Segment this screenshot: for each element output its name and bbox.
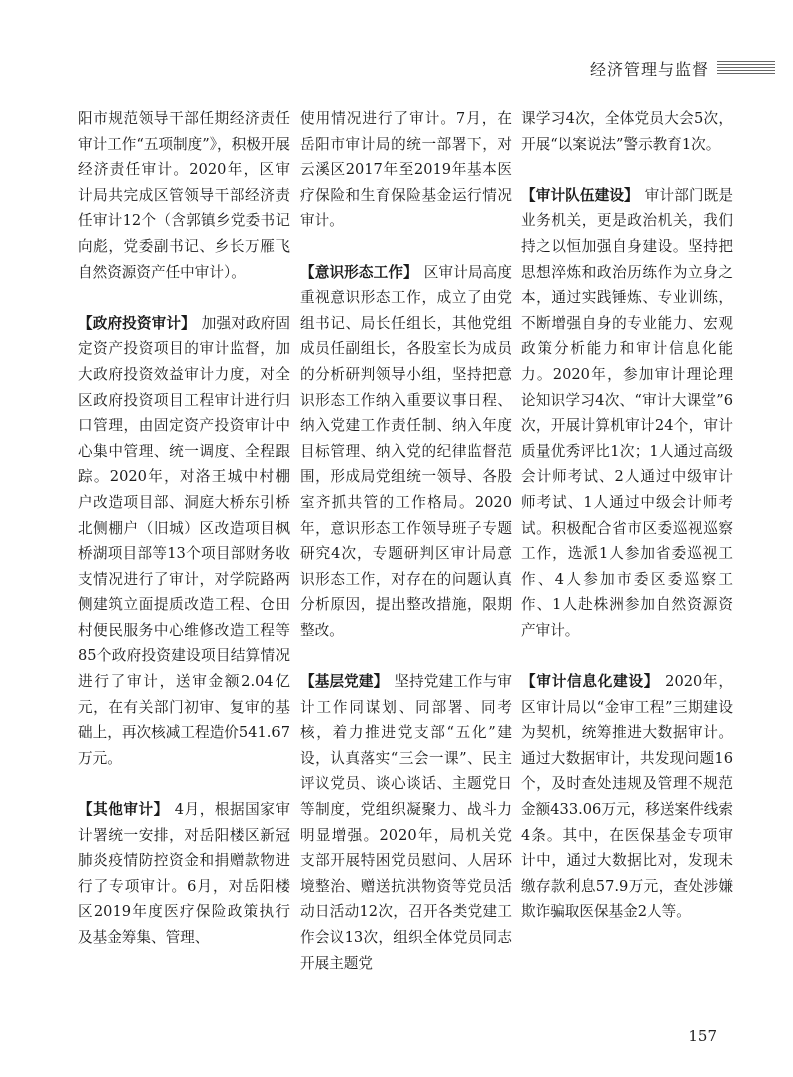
text-column-3 xyxy=(521,106,733,951)
paragraph-text: 审计部门既是业务机关，更是政治机关，我们持之以恒加强自身建设。坚持把思想淬炼和政治历练作为立身之本，通过实践锤炼、专业训练，不断增强自身的专业能力、宏观政策分析能力和审计信息化能力。2020年，参加审计理论理论知识学习4次、“审计大课堂”6次，开展计算机审计24个，审计质量优秀评比1次；1人通过高级会计师考试、2人通过中级审计师考试、1人通过中级会计师考试。积极配合省市区委巡视巡察工作，选派1人参加省委巡视工作、4人参加市委区委巡察工作、1人赴株洲参加自然资源资产审计。 xyxy=(521,186,733,639)
paragraph xyxy=(521,669,733,925)
page-number: 157 xyxy=(688,1027,717,1045)
paragraph xyxy=(78,106,290,285)
section-heading: 【政府投资审计】 xyxy=(78,314,196,332)
paragraph-text: 使用情况进行了审计。7月，在岳阳市审计局的统一部署下，对云溪区2017年至2019年基本医疗保险和生育保险基金运行情况审计。 xyxy=(300,110,512,230)
section-heading: 【审计队伍建设】 xyxy=(521,186,639,204)
section-title: 经济管理与监督 xyxy=(589,60,709,79)
header-decoration-lines xyxy=(717,61,775,75)
paragraph-text: 坚持党建工作与审计工作同谋划、同部署、同考核，着力推进党支部“五化”建设，认真落实“三会一课”、民主评议党员、谈心谈话、主题党日等制度，党组织凝聚力、战斗力明显增强。2020年，局机关党支部开展特困党员慰问、人居环境整治、赠送抗洪物资等党员活动日活动12次，召开各类党建工作会议13次，组织全体党员同志开展主题党 xyxy=(300,673,512,972)
paragraph-text: 2020年，区审计局以“金审工程”三期建设为契机，统筹推进大数据审计。通过大数据审计，共发现问题16个，及时查处违规及管理不规范金额433.06万元，移送案件线索4条。其中，在医保基金专项审计中，通过大数据比对，发现未缴存款利息57.9万元，查处涉嫌欺诈骗取医保基金2人等。 xyxy=(521,673,733,921)
paragraph-text: 4月，根据国家审计署统一安排，对岳阳楼区新冠肺炎疫情防控资金和捐赠款物进行了专项审计。6月，对岳阳楼区2019年度医疗保险政策执行及基金筹集、管理、 xyxy=(78,801,290,946)
paragraph-text: 阳市规范领导干部任期经济责任审计工作“五项制度”》，积极开展经济责任审计。2020年，区审计局共完成区管领导干部经济责任审计12个（含郭镇乡党委书记向彪，党委副书记、乡长万雁飞自然资源资产任中审计）。 xyxy=(78,110,290,281)
paragraph xyxy=(300,260,512,644)
paragraph xyxy=(521,183,733,644)
paragraph xyxy=(78,311,290,772)
paragraph xyxy=(300,669,512,976)
paragraph-text: 加强对政府固定资产投资项目的审计监督，加大政府投资效益审计力度，对全区政府投资项目工程审计进行归口管理，由固定资产投资审计中心集中管理、统一调度、全程跟踪。2020年，对洛王城中村棚户改造项目部、洞庭大桥东引桥北侧棚户（旧城）区改造项目枫桥湖项目部等13个项目部财务收支情况进行了审计，对学院路两侧建筑立面提质改造工程、仓田村便民服务中心维修改造工程等85个政府投资建设项目结算情况进行了审计，送审金额2.04亿元，在有关部门初审、复审的基础上，再次核减工程造价541.67万元。 xyxy=(78,314,290,767)
paragraph xyxy=(300,106,512,234)
paragraph-text: 课学习4次，全体党员大会5次，开展“以案说法”警示教育1次。 xyxy=(521,110,733,153)
paragraph xyxy=(78,797,290,951)
section-heading: 【意识形态工作】 xyxy=(300,263,418,281)
text-column-1 xyxy=(78,106,290,976)
paragraph-text: 区审计局高度重视意识形态工作，成立了由党组书记、局长任组长，其他党组成员任副组长，各股室长为成员的分析研判领导小组，坚持把意识形态工作纳入重要议事日程、纳入党建工作责任制、纳入年度目标管理、纳入党的纪律监督范围，形成局党组统一领导、各股室齐抓共管的工作格局。2020年，意识形态工作领导班子专题研究4次，专题研判区审计局意识形态工作，对存在的问题认真分析原因，提出整改措施，限期整改。 xyxy=(300,263,512,639)
page-header xyxy=(0,0,793,100)
section-heading: 【审计信息化建设】 xyxy=(521,673,660,691)
section-heading: 【其他审计】 xyxy=(78,801,169,819)
section-heading: 【基层党建】 xyxy=(300,673,389,691)
text-column-2 xyxy=(300,106,512,1002)
paragraph xyxy=(521,106,733,157)
